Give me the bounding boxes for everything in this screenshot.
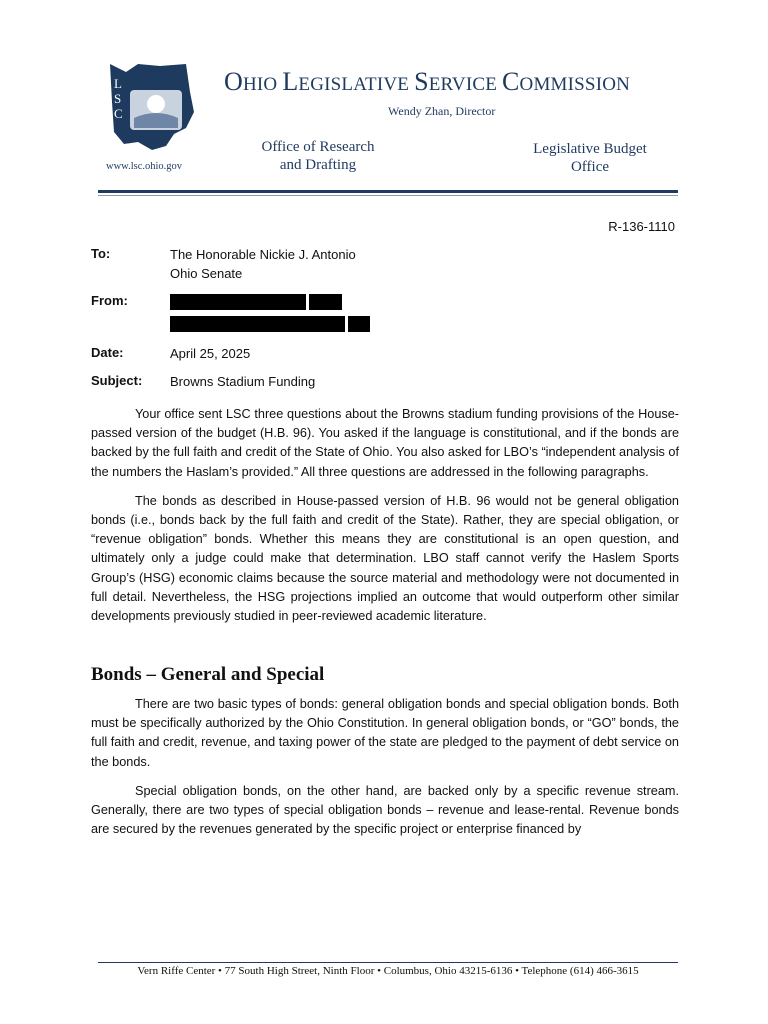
director-name: Wendy Zhan, Director — [388, 104, 496, 118]
header-divider — [98, 190, 678, 193]
redaction-bar — [309, 294, 342, 310]
redaction-bar — [348, 316, 370, 332]
subject-label: Subject: — [91, 373, 143, 388]
paragraph: The bonds as described in House-passed version of H.B. 96 would not be general obligation bonds (i.e., bonds back by the full faith and credit of the State). Rather, they are special obligation, or “revenue obligation” bonds. Whether this means they are constitutional is an open question, and ultimately only a judge could make that determination. LBO staff cannot verify the Haslem Sports Group’s (HSG) economic claims because the source material and methodology were not documented in full detail. Nevertheless, the HSG projections implied an outcome that would outperform other similar developments previously studied in peer-reviewed academic literature. — [91, 493, 679, 624]
website-url: www.lsc.ohio.gov — [106, 161, 183, 172]
to-recipient: The Honorable Nickie J. Antonio Ohio Senate — [170, 247, 356, 281]
date-label: Date: — [91, 345, 124, 360]
paragraph: There are two basic types of bonds: general obligation bonds and special obligation bonds. Both must be specifically authorized by the Ohio Constitution. In general obligation bonds, or “GO” bonds, the full faith and credit, revenue, and taxing power of the state are pledged to the payment of debt service on the bonds. — [91, 697, 679, 769]
footer-divider — [98, 962, 678, 963]
header-divider-thin — [98, 195, 678, 196]
redaction-bar — [170, 294, 306, 310]
lsc-ohio-logo — [108, 62, 196, 152]
office-legislative-budget: Legislative Budget Office — [533, 141, 647, 175]
bonds-body — [91, 695, 679, 849]
memo-date: April 25, 2025 — [170, 346, 251, 361]
reference-number: R-136-1110 — [608, 219, 675, 234]
paragraph: Your office sent LSC three questions about the Browns stadium funding provisions of the House-passed version of the budget (H.B. 96). You asked if the language is constitutional, and if the bonds are backed by the full faith and credit of the State of Ohio. You also asked for LBO’s “independent analysis of the numbers the Haslam’s provided.” All three questions are addressed in the following paragraphs. — [91, 407, 679, 479]
section-heading: Bonds – General and Special — [91, 664, 325, 685]
paragraph: Special obligation bonds, on the other hand, are backed only by a specific revenue stream. Generally, there are two types of special obligation bonds – revenue and lease-rental. Revenue bonds are secured by the revenues generated by the specific project or enterprise financed by — [91, 783, 679, 837]
to-label: To: — [91, 246, 111, 261]
office-research-drafting: Office of Research and Drafting — [261, 139, 375, 173]
logo-letters: LSC — [114, 76, 123, 121]
intro-body — [91, 405, 679, 636]
redaction-bar — [170, 316, 345, 332]
from-label: From: — [91, 293, 128, 308]
organization-name: OHIO LEGISLATIVE SERVICE COMMISSION — [224, 67, 631, 96]
memo-subject: Browns Stadium Funding — [170, 374, 316, 389]
footer-address: Vern Riffe Center • 77 South High Street, Ninth Floor • Columbus, Ohio 43215-6136 • Telephone (614) 466-3615 — [137, 965, 639, 977]
